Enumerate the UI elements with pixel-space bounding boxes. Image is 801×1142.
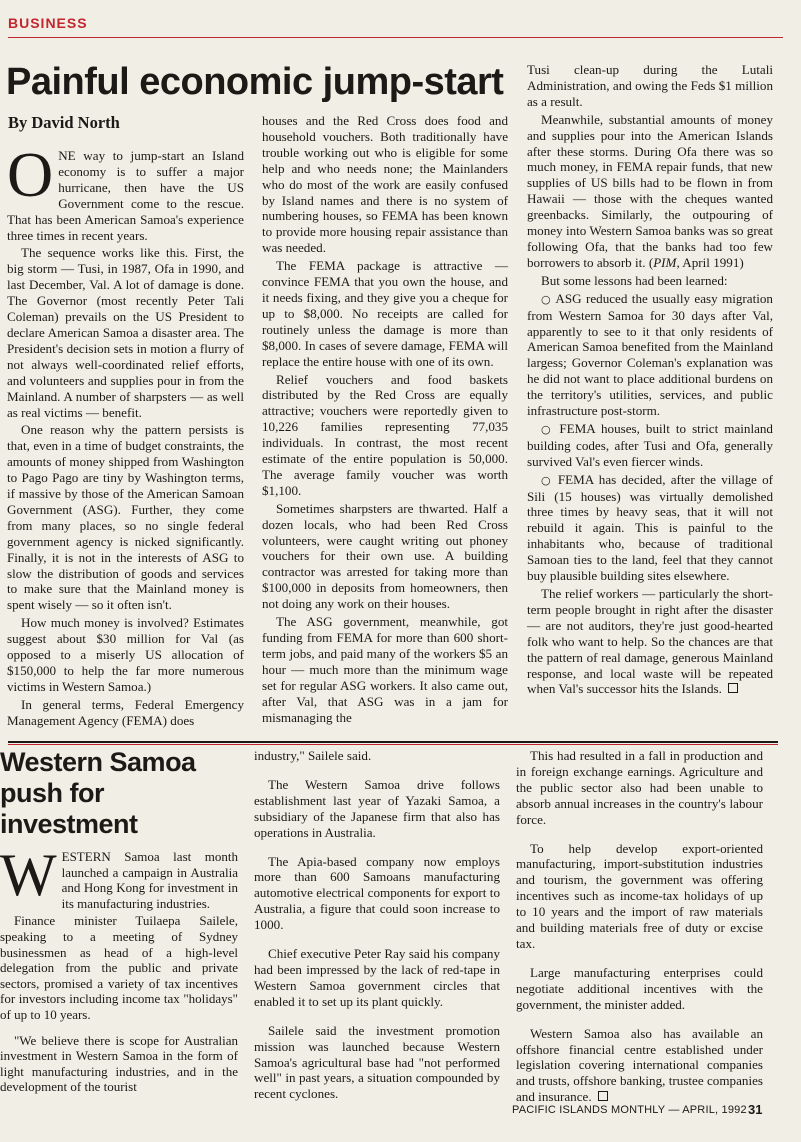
article-column-3 xyxy=(527,62,773,699)
citation: PIM, xyxy=(653,254,680,270)
end-of-article-icon xyxy=(728,683,738,693)
byline: By David North xyxy=(8,113,120,132)
lead-paragraph: ONE way to jump-start an Island economy is to suffer a major hurricane, then have the US Government come to the rescue. That has been American Samoa's experience three times in recent years. xyxy=(7,139,244,243)
paragraph: The ASG government, meanwhile, got funding from FEMA for more than 600 short-term jobs, and paid many of the workers $5 an hour — much more than the minimum wage set for regular ASG workers. It also came out, after Val, that ASG was in a jam for mismanaging the xyxy=(262,614,508,725)
article-headline: Western Samoa push for investment xyxy=(0,747,196,839)
article-column-3 xyxy=(516,748,763,1118)
article-column-1 xyxy=(7,139,244,731)
paragraph: The Western Samoa drive follows establishment last year of Yazaki Samoa, a subsidiary of the Japanese firm that also has operations in Australia. xyxy=(254,776,500,840)
article-divider-accent xyxy=(8,744,778,745)
circle-bullet-icon: ○ xyxy=(541,422,554,436)
paragraph: Sometimes sharpsters are thwarted. Half a dozen locals, who had been Red Cross volunteers, were caught writing out phoney vouchers for their own use. A building contractor was arrested for taking more than $100,000 in deposits from homeowners, then not doing any work on their houses. xyxy=(262,500,508,612)
article-headline: Painful economic jump-start xyxy=(6,61,504,103)
paragraph: But some lessons had been learned: xyxy=(541,272,728,288)
section-label: BUSINESS xyxy=(8,15,88,31)
footer-publication: PACIFIC ISLANDS MONTHLY — APRIL, 1992 xyxy=(512,1104,747,1116)
page-number: 31 xyxy=(748,1102,763,1117)
circle-bullet-icon: ○ xyxy=(541,292,552,306)
paragraph: This had resulted in a fall in production and in foreign exchange earnings. Agriculture and the public sector also had been unable to absorb annual increases in the country's labour force. xyxy=(516,748,763,827)
end-of-article-icon xyxy=(598,1091,608,1101)
paragraph: In general terms, Federal Emergency Management Agency (FEMA) does xyxy=(7,696,244,728)
circle-bullet-icon: ○ xyxy=(541,473,553,487)
paragraph: Relief vouchers and food baskets distributed by the Red Cross are equally attractive; vouchers were reportedly given to 10,226 families representing 77,035 individuals. In contrast, the most recent estimate of the entire population is 50,000. The average family voucher was worth $1,100. xyxy=(262,371,508,498)
paragraph: Western Samoa also has available an offshore financial centre established under legislation covering international companies and trusts, offshore banking, trustee companies and insurance. xyxy=(516,1025,763,1105)
article-column-1 xyxy=(0,842,238,1097)
paragraph: One reason why the pattern persists is that, even in a time of budget constraints, the amounts of money shipped from Washington to Pago Pago are tiny by Washington terms, if massive by those of the American Samoan Government (ASG). Further, they come from many places, so no single federal government agency is nicked significantly. Finally, it is not in the interests of ASG to slow the distribution of goods and services to make sure that the Mainland money is spent wisely — so it often isn't. xyxy=(7,422,244,613)
bullet-item: ○ ASG reduced the usually easy migration from Western Samoa for 30 days after Val, apparently to see to it that only residents of American Samoa benefited from the Mainland largess; Governor Coleman's explanation was he did not want to place additional burdens on the territory's utilities, services, and public infrastructure post-storm. xyxy=(527,290,773,419)
article-column-2 xyxy=(262,113,508,727)
paragraph: The relief workers — particularly the short-term people brought in right after the disaster — are not auditors, they're just good-hearted folk who want to help. So the chances are that the pattern of real damage, generous Mainland response, and local waste will be repeated when Val's successor hits the Islands. xyxy=(527,586,773,697)
paragraph: The Apia-based company now employs more than 600 Samoans manufacturing automotive electrical components for export to Australia, a figure that could soon increase to 1000. xyxy=(254,853,500,933)
article-divider xyxy=(8,741,778,743)
paragraph: How much money is involved? Estimates suggest about $30 million for Val (as opposed to a miserly US allocation of $150,000 to help the far more numerous victims in Western Samoa.) xyxy=(7,615,244,694)
paragraph: Large manufacturing enterprises could negotiate additional incentives with the government, the minister added. xyxy=(516,964,763,1012)
paragraph: houses and the Red Cross does food and household vouchers. Both traditionally have trouble working out who is eligible for some help and who needs none; the Mainlanders who do most of the work are easily confused by Island names and there is no system of numbering houses, so FEMA has been known to provide more housing repair assistance than was needed. xyxy=(262,113,508,256)
lead-paragraph: WESTERN Samoa last month launched a campaign in Australia and Hong Kong for investment in its manufacturing industries. xyxy=(0,842,238,911)
paragraph: industry," Sailele said. xyxy=(254,748,372,763)
paragraph: The FEMA package is attractive — convince FEMA that you own the house, and it needs fixing, and they give you a cheque for up to $8,000. No receipts are called for routinely unless the damage is more than $8,000. In cases of severe damage, FEMA will replace the entire house with one of its own. xyxy=(262,258,508,369)
paragraph: Meanwhile, substantial amounts of money and supplies pour into the American Islands after these storms. During Ofa there was so much money, in FEMA repair funds, that new supplies of US bills had to be flown in from Hawaii — those with the cheques wanted greenbacks. Similarly, the outpouring of money into Western Samoa banks was so great following Ofa, that the banks had too few borrowers to absorb it. (PIM, April 1991) xyxy=(527,111,773,270)
drop-cap: W xyxy=(0,842,57,908)
paragraph: To help develop export-oriented manufacturing, import-substitution industries and tourism, the government was offering incentives such as income-tax holidays of up to 10 years and the import of raw materials and building materials free of duty or excise tax. xyxy=(516,840,763,951)
paragraph: Sailele said the investment promotion mission was launched because Western Samoa's agricultural base had "not performed well" in past years, a situation compounded by recent cyclones. xyxy=(254,1022,500,1102)
top-divider xyxy=(8,37,783,38)
article-column-2 xyxy=(254,748,500,1115)
drop-cap: O xyxy=(7,139,54,210)
paragraph: "We believe there is scope for Australian investment in Western Samoa in the form of light manufacturing industries, and in the development of the tourist xyxy=(0,1032,238,1095)
paragraph: Chief executive Peter Ray said his company had been impressed by the lack of red-tape in Western Samoa government circles that enabled it to set up its plant quickly. xyxy=(254,946,500,1009)
paragraph: Finance minister Tuilaepa Sailele, speaking to a meeting of Sydney businessmen as head of a high-level delegation from the public and private sectors, promised a variety of tax incentives for investors including income tax "holidays" of up to 10 years. xyxy=(0,913,238,1022)
paragraph: The sequence works like this. First, the big storm — Tusi, in 1987, Ofa in 1990, and last December, Val. A lot of damage is done. The Governor (most recently Peter Tali Coleman) prevails on the US President to declare American Samoa a disaster area. The President's decision sets in motion a flurry of not always well-coordinated relief efforts, and volunteers and supplies pour in from the Mainland. A number of sharpsters — as well as real victims — benefit. xyxy=(7,245,244,420)
bullet-item: ○ FEMA has decided, after the village of Sili (15 houses) was virtually demolished three times by heavy seas, that it will not rebuild it again. This is painful to the inhabitants who, because of traditional Samoan ties to the land, feel that they cannot buy plausible building sites elsewhere. xyxy=(527,471,773,584)
paragraph: Tusi clean-up during the Lutali Administration, and owing the Feds $1 million as a result. xyxy=(527,62,773,109)
bullet-item: ○ FEMA houses, built to strict mainland building codes, after Tusi and Ofa, generally survived Val's even fiercer winds. xyxy=(527,420,773,469)
